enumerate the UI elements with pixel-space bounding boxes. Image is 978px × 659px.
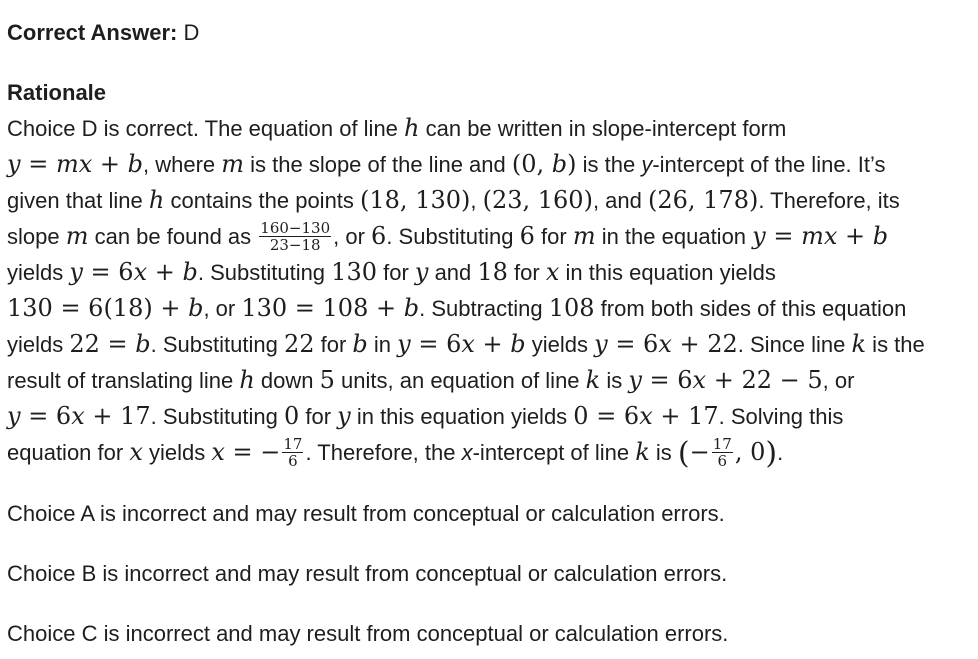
open-paren: ( <box>677 436 690 471</box>
text-span: in <box>367 332 398 357</box>
text-y-italic: y <box>641 152 653 177</box>
text-span: . Solving this <box>718 404 844 429</box>
math-x: x <box>129 438 143 466</box>
fraction-numerator: 160−130 <box>260 218 331 237</box>
rationale-line-4 <box>7 218 972 254</box>
math-y: y <box>337 402 351 430</box>
rationale-line-10 <box>7 434 972 470</box>
text-span: units, an equation of line <box>334 368 586 393</box>
text-span: can be found as <box>88 224 258 249</box>
math-k: k <box>635 438 650 466</box>
text-span: yields <box>7 260 70 285</box>
text-span: equation for <box>7 440 130 465</box>
text-span: in this equation yields <box>350 404 574 429</box>
text-span: . Substituting <box>150 404 284 429</box>
text-span: in this equation yields <box>559 260 776 285</box>
choice-c-explanation: Choice C is incorrect and may result from conceptual or calculation errors. <box>7 621 729 646</box>
fraction-numerator: 17 <box>283 434 303 453</box>
text-span: down <box>254 368 320 393</box>
text-span: is <box>649 440 678 465</box>
text-span: . Substituting <box>150 332 284 357</box>
text-span: . Therefore, the <box>305 440 462 465</box>
math-m: m <box>65 222 89 250</box>
math-k: k <box>585 366 601 394</box>
text-span: is the <box>576 152 642 177</box>
math-point: (23, 160) <box>482 186 593 214</box>
rationale-body <box>7 110 972 470</box>
math-point-0b: (0, b) <box>511 150 577 178</box>
text-span: from both sides of this equation <box>594 296 907 321</box>
text-span: for <box>314 332 353 357</box>
text-span: yields <box>7 332 70 357</box>
slope-fraction <box>259 220 331 253</box>
text-span: for <box>507 260 546 285</box>
math-number: 6 <box>519 222 535 250</box>
math-intercept-point: (− <box>677 436 710 471</box>
text-span: . Subtracting <box>419 296 549 321</box>
rationale-heading: Rationale <box>7 80 107 105</box>
math-m: m <box>221 150 245 178</box>
text-span: , or <box>822 368 855 393</box>
math-k: k <box>851 330 867 358</box>
rationale-line-8 <box>7 362 972 398</box>
text-span: and <box>428 260 478 285</box>
math-equation: 22 = b <box>69 330 151 358</box>
text-span: yields <box>525 332 595 357</box>
math-equation: 0 = 6x + 17 <box>573 402 719 430</box>
text-span: given that line <box>7 188 149 213</box>
text-span: in the equation <box>595 224 753 249</box>
math-b: b <box>352 330 368 358</box>
math-number: 0 <box>283 402 300 430</box>
text-span: -intercept of line <box>472 440 636 465</box>
text-span: , <box>470 188 483 213</box>
math-intercept-point-end: , 0) <box>734 436 778 471</box>
text-span: , where <box>142 152 222 177</box>
math-equation: y = 6x + 22 − 5 <box>628 366 823 394</box>
math-equation: y = 6x + b <box>397 330 526 358</box>
text-span: for <box>534 224 573 249</box>
text-span: . Since line <box>737 332 852 357</box>
choice-a-explanation: Choice A is incorrect and may result from conceptual or calculation errors. <box>7 501 725 526</box>
text-span: for <box>299 404 338 429</box>
choice-b-explanation: Choice B is incorrect and may result from conceptual or calculation errors. <box>7 561 728 586</box>
text-span: , or <box>203 296 242 321</box>
text-span: slope <box>7 224 66 249</box>
x-intercept-fraction <box>282 436 303 469</box>
rationale-line-6 <box>7 290 972 326</box>
fraction-denominator: 23−18 <box>269 235 321 254</box>
math-number: 6 <box>371 222 387 250</box>
rationale-line-7 <box>7 326 972 362</box>
text-x-italic: x <box>461 440 473 465</box>
fraction-numerator: 17 <box>712 434 732 453</box>
math-number: 22 <box>283 330 315 358</box>
math-m: m <box>572 222 596 250</box>
rationale-line-9 <box>7 398 972 434</box>
math-equation: 130 = 108 + b <box>241 294 420 322</box>
correct-answer-label: Correct Answer: <box>7 20 178 45</box>
math-equation: y = 6x + 17 <box>7 402 151 430</box>
text-span: . Substituting <box>197 260 332 285</box>
rationale-line-2 <box>7 146 972 182</box>
math-point: (18, 130) <box>360 186 471 214</box>
math-number: 130 <box>331 258 377 286</box>
math-x-equals-neg: x = − <box>211 438 281 466</box>
text-span: result of translating line <box>7 368 240 393</box>
math-h: h <box>148 186 165 214</box>
close-paren: ) <box>765 436 778 471</box>
text-span: can be written in slope-intercept form <box>419 116 787 141</box>
text-span: , or <box>333 224 372 249</box>
text-span: . Therefore, its <box>758 188 900 213</box>
text-span: Choice D is correct. The equation of line <box>7 116 405 141</box>
math-equation: y = 6x + b <box>69 258 198 286</box>
text-span: is <box>600 368 629 393</box>
math-number: 5 <box>319 366 335 394</box>
text-span: is the slope of the line and <box>244 152 512 177</box>
math-number: 18 <box>477 258 508 286</box>
math-equation: 130 = 6(18) + b <box>7 294 204 322</box>
math-y: y <box>414 258 429 286</box>
math-number: 108 <box>548 294 595 322</box>
fraction-denominator: 6 <box>288 451 298 470</box>
text-span: for <box>376 260 415 285</box>
correct-answer <box>7 19 199 47</box>
text-span: . Substituting <box>386 224 520 249</box>
math-point: (26, 178) <box>648 186 759 214</box>
rationale-line-1 <box>7 110 972 146</box>
math-slope-intercept: y = mx + b <box>752 222 889 250</box>
rationale-line-5 <box>7 254 972 290</box>
text-span: -intercept of the line. It’s <box>652 152 886 177</box>
correct-answer-value: D <box>183 20 200 45</box>
math-slope-intercept: y = mx + b <box>7 150 143 178</box>
rationale-line-3 <box>7 182 972 218</box>
text-span: , and <box>592 188 648 213</box>
fraction-denominator: 6 <box>717 451 728 470</box>
text-span: contains the points <box>164 188 361 213</box>
math-equation: y = 6x + 22 <box>594 330 738 358</box>
math-h: h <box>239 366 255 394</box>
text-span: . <box>777 440 784 465</box>
math-h: h <box>404 114 420 142</box>
text-span: yields <box>142 440 212 465</box>
text-span: is the <box>866 332 925 357</box>
math-x: x <box>545 258 560 286</box>
intercept-point-fraction <box>712 436 733 469</box>
